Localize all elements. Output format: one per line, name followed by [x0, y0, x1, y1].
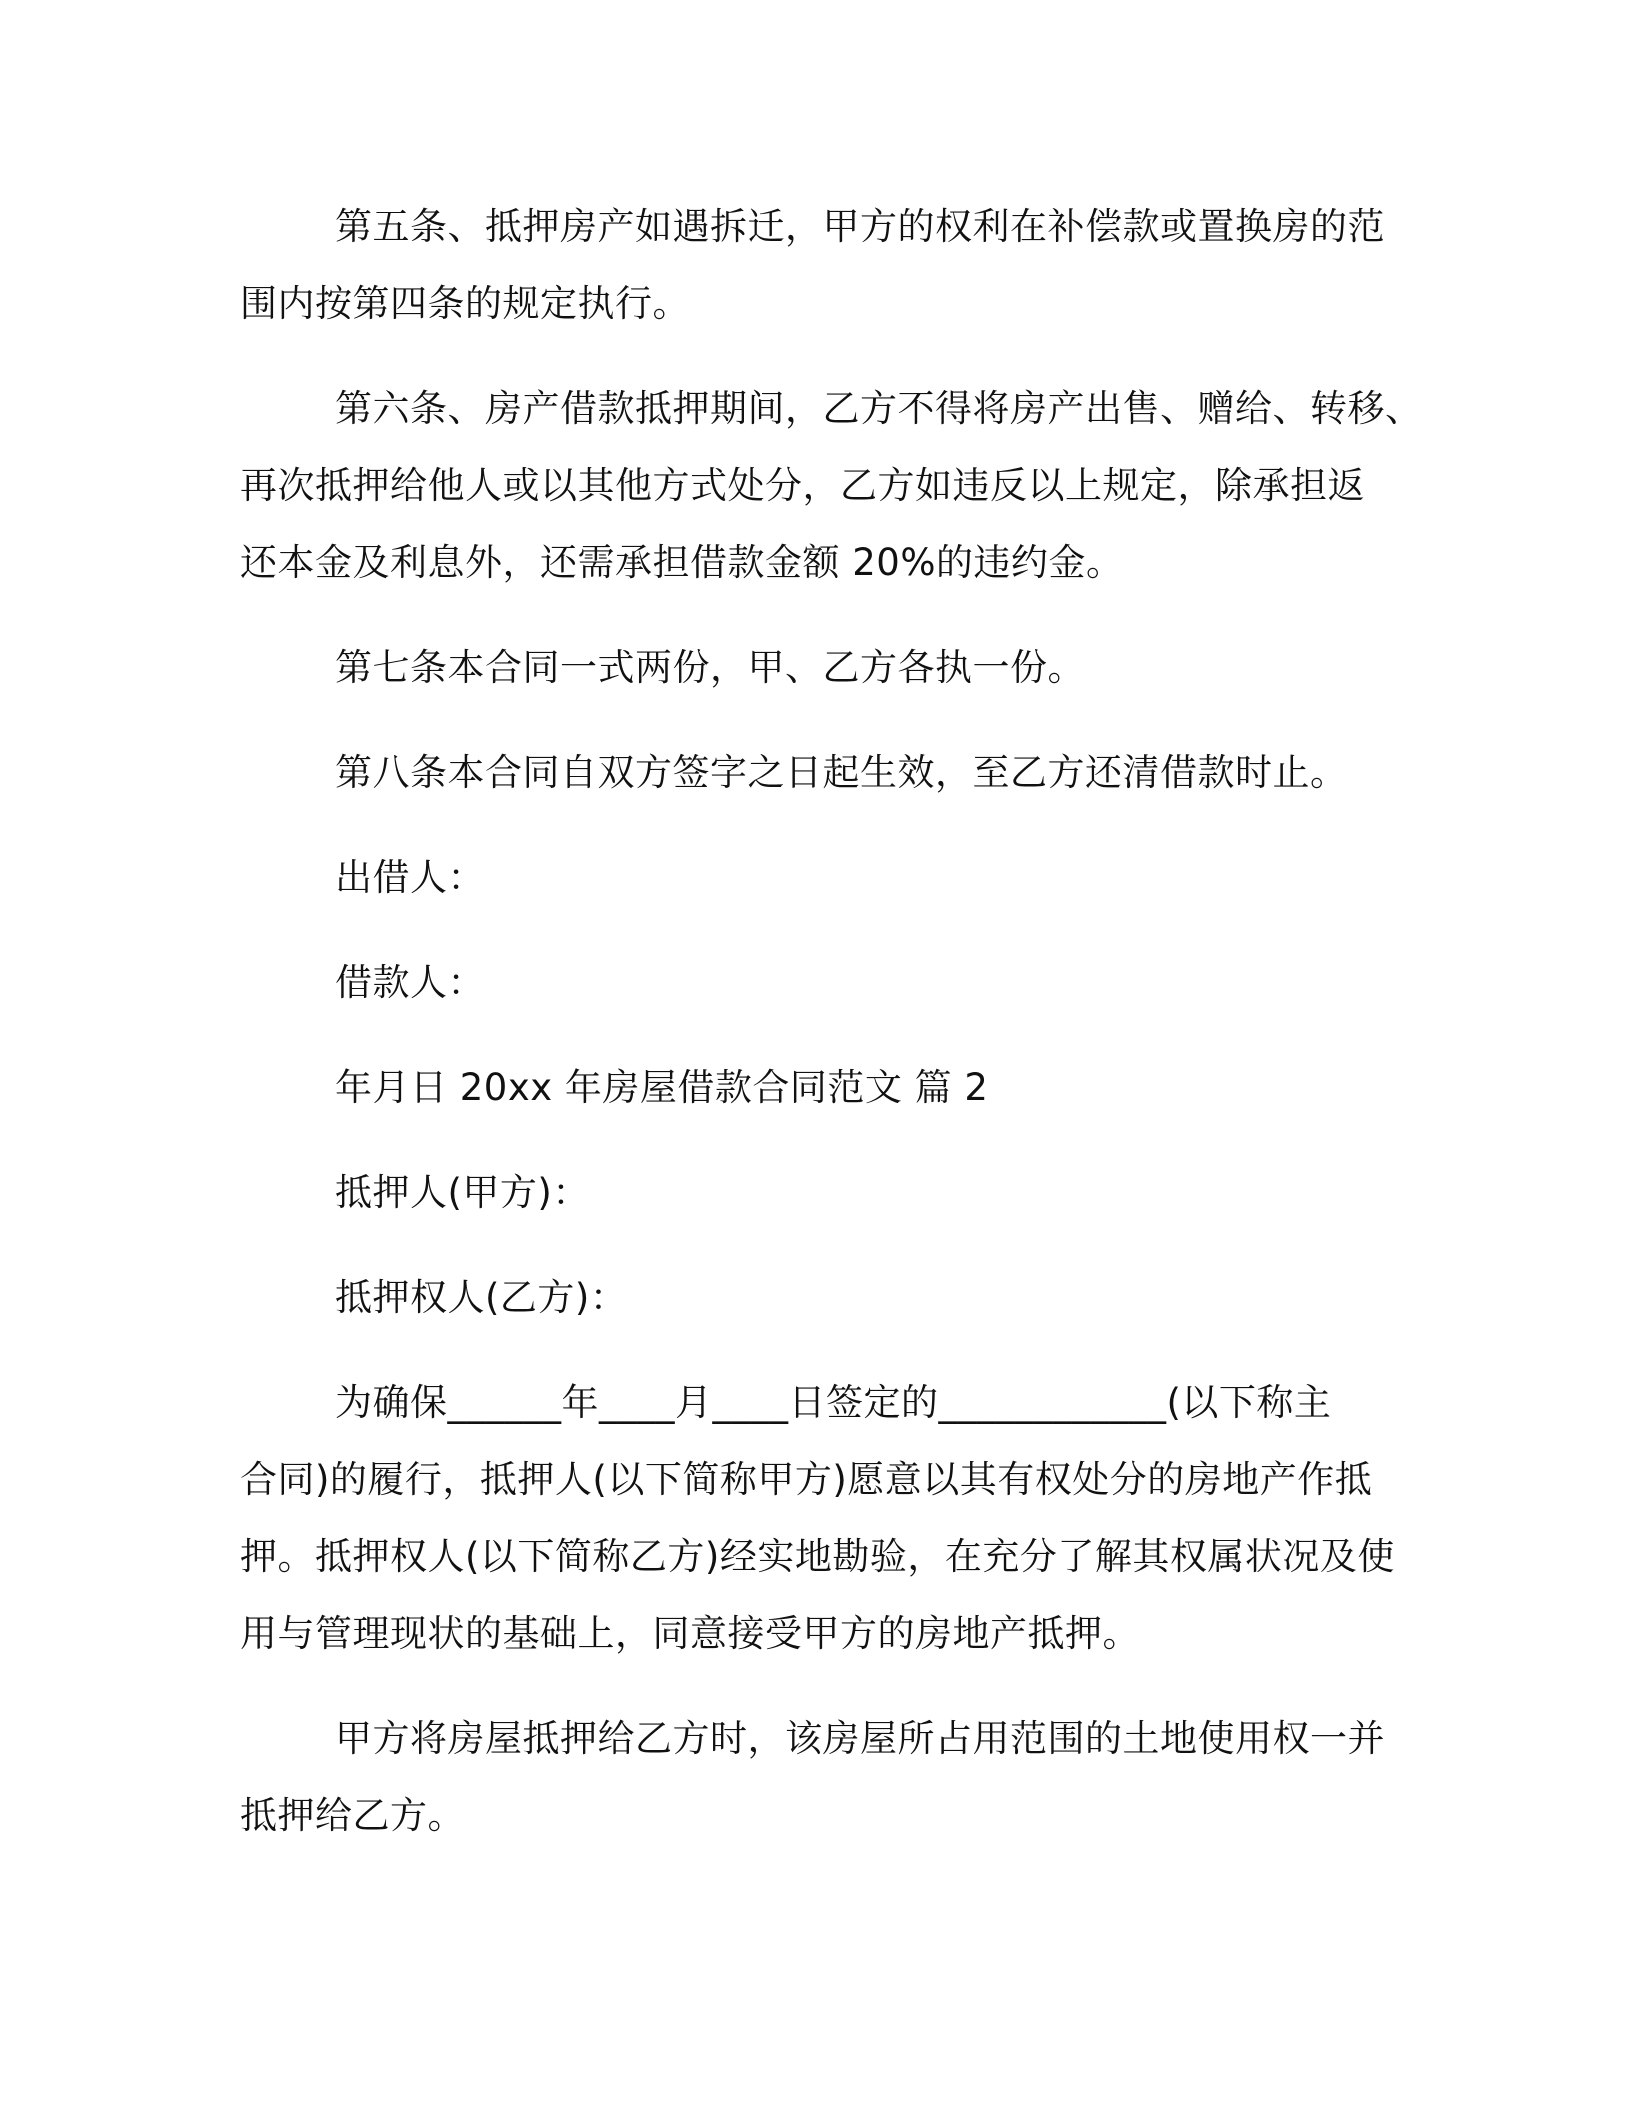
borrower-signature-label: 借款人：: [335, 961, 485, 1004]
land-use-paragraph: [240, 1700, 1390, 1854]
land-use-line-1: 甲方将房屋抵押给乙方时，该房屋所占用范围的土地使用权一并: [335, 1717, 1385, 1760]
article-5-paragraph: [240, 188, 1390, 342]
article-6-line-2: 再次抵押给他人或以其他方式处分，乙方如违反以上规定，除承担返: [240, 464, 1365, 507]
article-6-line-1: 第六条、房产借款抵押期间，乙方不得将房产出售、赠给、转移、: [335, 387, 1423, 430]
ensure-paragraph: [240, 1364, 1395, 1672]
lender-signature-label: 出借人：: [335, 856, 485, 899]
ensure-line-3: 押。抵押权人(以下简称乙方)经实地勘验，在充分了解其权属状况及使: [240, 1535, 1395, 1578]
article-6-line-3: 还本金及利息外，还需承担借款金额 20%的违约金。: [240, 541, 1124, 584]
section-heading-2: 年月日 20xx 年房屋借款合同范文 篇 2: [335, 1066, 989, 1109]
article-7-paragraph: 第七条本合同一式两份，甲、乙方各执一份。: [335, 646, 1085, 689]
ensure-line-1: 为确保______年____月____日签定的____________(以下称主: [335, 1381, 1332, 1424]
mortgagee-label: 抵押权人(乙方)：: [335, 1276, 628, 1319]
article-5-line-1: 第五条、抵押房产如遇拆迁，甲方的权利在补偿款或置换房的范: [335, 205, 1385, 248]
article-6-paragraph: [240, 370, 1423, 601]
article-8-paragraph: 第八条本合同自双方签字之日起生效，至乙方还清借款时止。: [335, 751, 1348, 794]
article-5-line-2: 围内按第四条的规定执行。: [240, 282, 690, 325]
land-use-line-2: 抵押给乙方。: [240, 1794, 465, 1837]
ensure-line-2: 合同)的履行，抵押人(以下简称甲方)愿意以其有权处分的房地产作抵: [240, 1458, 1373, 1501]
ensure-line-4: 用与管理现状的基础上，同意接受甲方的房地产抵押。: [240, 1612, 1140, 1655]
mortgagor-label: 抵押人(甲方)：: [335, 1171, 590, 1214]
document-body: [240, 188, 1423, 1882]
